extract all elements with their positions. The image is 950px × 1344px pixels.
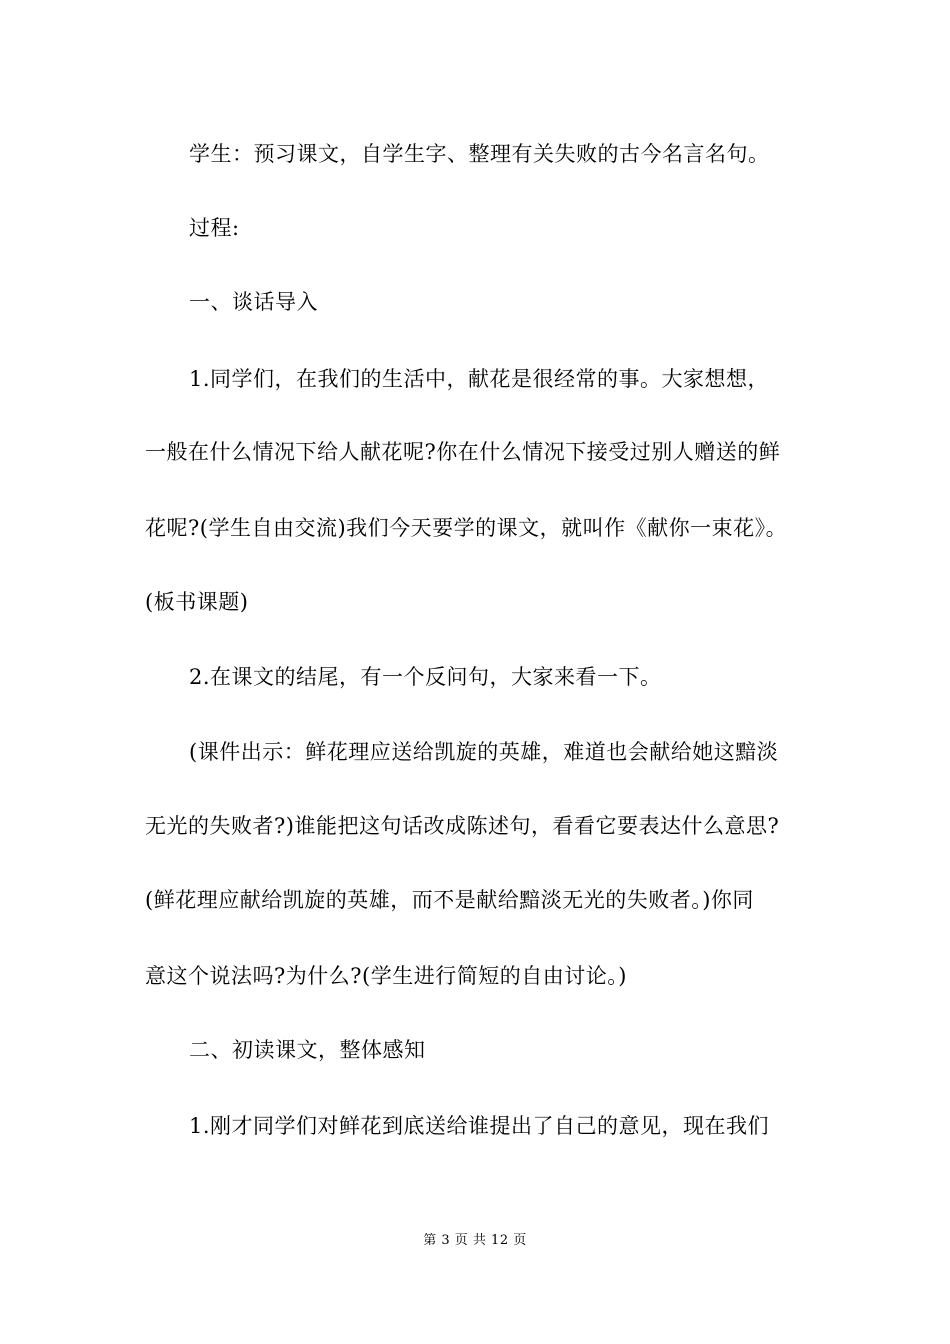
paragraph-line: 一般在什么情况下给人献花呢?你在什么情况下接受过别人赠送的鲜 [145,440,781,464]
section-heading: 二、初读课文，整体感知 [189,1038,426,1062]
paragraph-line: 意这个说法吗?为什么?(学生进行简短的自由讨论。) [145,964,627,988]
section-heading: 一、谈话导入 [189,290,318,314]
paragraph-line: 2.在课文的结尾，有一个反问句，大家来看一下。 [189,665,662,689]
page-number-footer: 第 3 页 共 12 页 [423,1233,527,1248]
paragraph-line: 过程: [189,216,240,240]
paragraph-line: 花呢?(学生自由交流)我们今天要学的课文，就叫作《献你一束花》。 [145,516,788,540]
paragraph-line: 学生：预习课文，自学生字、整理有关失败的古今名言名句。 [189,142,770,166]
paragraph-line: (鲜花理应献给凯旋的英雄，而不是献给黯淡无光的失败者。)你同 [145,888,754,912]
paragraph-line: 无光的失败者?)谁能把这句话改成陈述句，看看它要表达什么意思? [145,814,780,838]
paragraph-line: 1.同学们，在我们的生活中，献花是很经常的事。大家想想， [189,367,770,391]
paragraph-line: (课件出示：鲜花理应送给凯旋的英雄，难道也会献给她这黯淡 [189,740,779,764]
paragraph-line: (板书课题) [145,590,249,614]
paragraph-line: 1.刚才同学们对鲜花到底送给谁提出了自己的意见，现在我们 [189,1114,770,1138]
